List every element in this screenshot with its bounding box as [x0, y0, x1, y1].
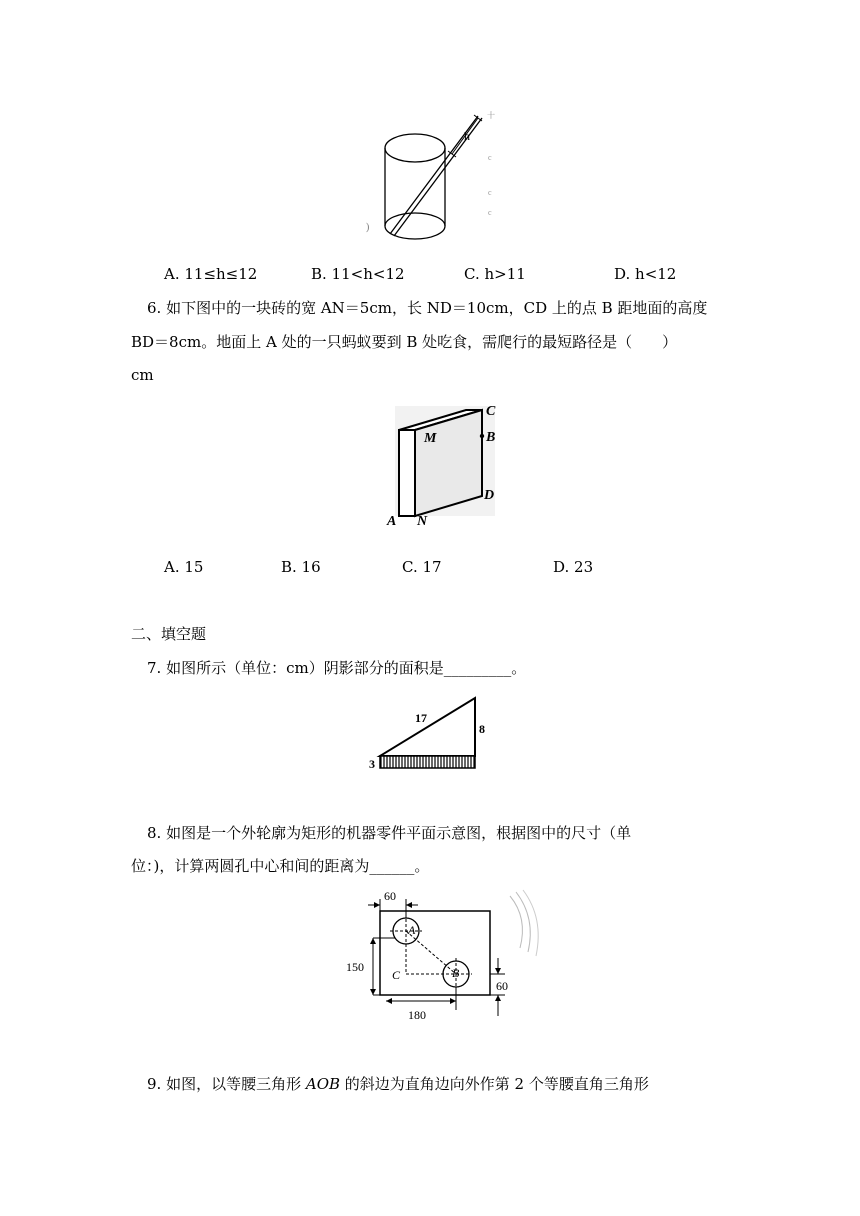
label-a: A: [408, 923, 416, 937]
h-label: h: [464, 129, 470, 143]
q9-suffix: 的斜边为直角边向外作第 2 个等腰直角三角形: [340, 1075, 649, 1093]
q7-text: 7. 如图所示（单位：cm）阴影部分的面积是_________。: [147, 659, 527, 677]
svg-text:十: 十: [487, 111, 495, 120]
svg-text:c: c: [488, 153, 492, 162]
label-17: 17: [415, 711, 427, 725]
section-title: 二、填空题: [131, 625, 207, 643]
q9-prefix: 9. 如图，以等腰三角形: [147, 1075, 306, 1093]
label-m: M: [424, 431, 437, 446]
brick-figure: [385, 398, 505, 528]
q6-option-c: C. 17: [402, 558, 442, 576]
q5-option-b: B. 11<h<12: [311, 265, 405, 283]
svg-text:c: c: [488, 208, 492, 217]
label-c: C: [392, 968, 401, 982]
label-b: B: [452, 966, 460, 980]
q6-line3: cm: [131, 366, 154, 384]
q9-italic: AOB: [305, 1075, 341, 1093]
q6-line1: 6. 如下图中的一块砖的宽 AN＝5cm，长 ND＝10cm，CD 上的点 B 距地面的高度: [147, 299, 708, 317]
label-b: B: [486, 430, 496, 445]
q6-line2: BD＝8cm。地面上 A 处的一只蚂蚁要到 B 处吃食，需爬行的最短路径是（ ）: [131, 333, 678, 351]
dim-bottom: 180: [408, 1008, 426, 1022]
label-3: 3: [369, 757, 375, 771]
label-a: A: [387, 514, 397, 528]
label-8: 8: [479, 722, 485, 736]
q5-option-c: C. h>11: [464, 265, 526, 283]
triangle-figure: [368, 690, 488, 775]
svg-text:): ): [366, 222, 370, 233]
machine-part-figure: [340, 888, 550, 1028]
q6-option-b: B. 16: [281, 558, 321, 576]
q5-option-d: D. h<12: [614, 265, 677, 283]
cylinder-rod-figure: [360, 100, 500, 245]
q6-option-a: A. 15: [164, 558, 204, 576]
q8-line2: 位：)，计算两圆孔中心和间的距离为______。: [131, 857, 430, 875]
label-c: C: [486, 404, 496, 419]
dim-top: 60: [384, 889, 396, 903]
dim-right: 60: [496, 979, 508, 993]
q6-option-d: D. 23: [553, 558, 594, 576]
q5-option-a: A. 11≤h≤12: [164, 265, 258, 283]
q8-line1: 8. 如图是一个外轮廓为矩形的机器零件平面示意图，根据图中的尺寸（单: [147, 824, 632, 842]
q9-text: [147, 1073, 649, 1095]
label-d: D: [484, 488, 495, 503]
dim-left: 150: [346, 960, 364, 974]
svg-text:c: c: [488, 188, 492, 197]
label-n: N: [417, 514, 428, 528]
